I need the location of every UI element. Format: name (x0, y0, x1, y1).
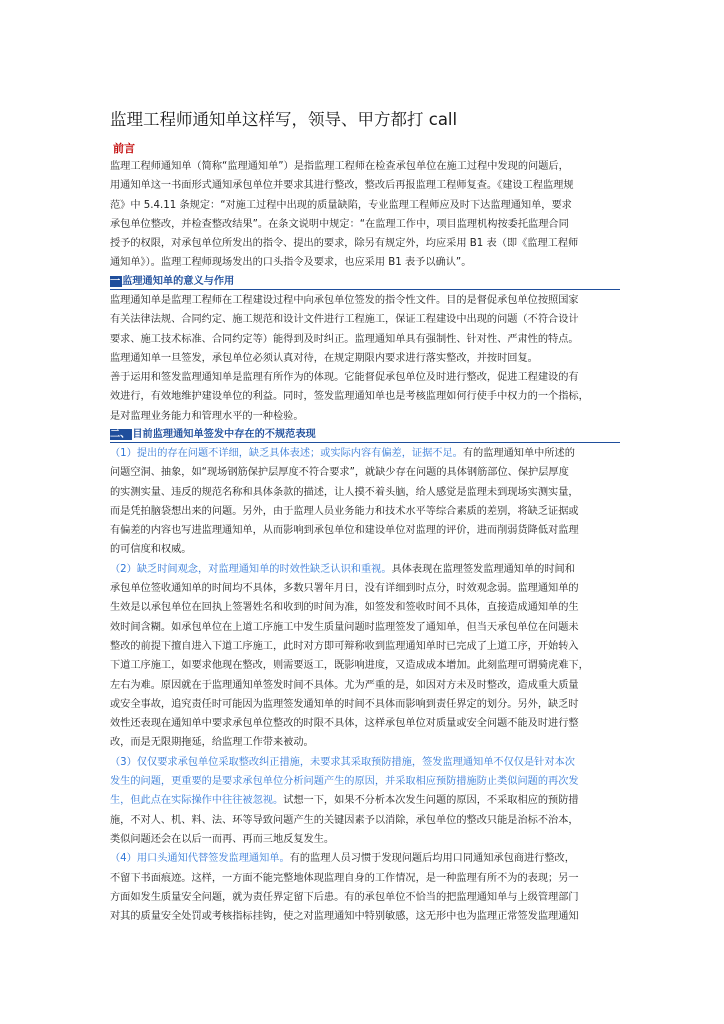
text-line: （4）用口头通知代替签发监理通知单。有的监理人员习惯于发现问题后均用口同通知承包商进行整改， (110, 853, 575, 865)
text-line: 要求、施工技术标准、合同约定等）能得到及时纠正。监理通知单具有强制性、针对性、严肃性的特点。 (110, 333, 579, 345)
section-title: 目前监理通知单签发中存在的不规范表现 (132, 429, 316, 440)
text-line: 或安全事故，追究责任时可能因为监理签发通知单的时间不具体而影响到责任界定的划分。另外，缺乏时 (110, 698, 579, 710)
preface-label: 前言 (113, 142, 135, 155)
text-line: 不留下书面痕迹。这样，一方面不能完整地体现监理自身的工作情况，是一种监理有所不为的表现；另一 (110, 872, 579, 884)
section-number: 一 (110, 276, 121, 287)
preface-paragraph (110, 157, 620, 273)
text-line: 监理通知单是监理工程师在工程建设过程中向承包单位签发的指令性文件。目的是督促承包单位按照国家 (110, 295, 579, 306)
text-line: 方面如发生质量安全问题，就为责任界定留下后患。有的承包单位不恰当的把监理通知单与上级管理部门 (110, 891, 579, 903)
item-lead: （1）提出的存在问题不详细，缺乏具体表述；或实际内容有偏差，证据不足。 (110, 448, 463, 459)
section-title: 监理通知单的意义与作用 (122, 276, 235, 287)
text-line: 是对监理业务能力和管理水平的一种检验。 (110, 410, 304, 422)
text-line: 有偏差的内容也写进监理通知单，从而影响到承包单位和建设单位对监理的评价，进而削弱货降低对监理 (110, 525, 579, 537)
text-line: 施，不对人、机、料、法、环等导致问题产生的关键因素予以消除，承包单位的整改只能是治标不治本， (110, 814, 579, 826)
text-line: 生效是以承包单位在回执上签署姓名和收到的时间为准，如签发和签收时间不具体，直接造成通知单的生 (110, 602, 579, 614)
text-line: 的实测实量、违反的规范名称和具体条款的描述，让人摸不着头脑，给人感觉是监理未到现场实测实量， (110, 486, 579, 498)
heading-underline (110, 442, 620, 444)
text-line: 效时间含糊。如承包单位在上道工序施工中发生质量问题时监理签发了通知单，但当天承包单位在问题未 (110, 621, 579, 633)
text-line: 承包单位签收通知单的时间均不具体，多数只署年月日，没有详细到时点分，时效观念弱。监理通知单的 (110, 583, 579, 595)
text-line: 有关法律法规、合同约定、施工规范和设计文件进行工程施工，保证工程建设中出现的问题（不符合设计 (110, 314, 579, 326)
text-line: 善于运用和签发监理通知单是监理有所作为的体现。它能督促承包单位及时进行整改，促进工程建设的有 (110, 372, 579, 384)
item-lead: 生，但此点在实际操作中往往被忽视。 (110, 795, 284, 807)
text-line: 改，而是无限期拖延，给监理工作带来被动。 (110, 737, 314, 749)
text-line: （1）提出的存在问题不详细，缺乏具体表述；或实际内容有偏差，证据不足。有的监理通知单中所述的 (110, 448, 575, 459)
section-number: 二、 (110, 429, 131, 440)
text-line: 范》中 5.4.11 条规定：“对施工过程中出现的质量缺陷，专业监理工程师应及时下达监理通知单，要求 (110, 199, 572, 211)
text-line: 的可信度和权威。 (110, 544, 192, 556)
heading-underline (110, 289, 620, 291)
text-line: 监理通知单一旦签发，承包单位必须认真对待，在规定期限内要求进行落实整改，并按时回复。 (110, 352, 538, 364)
text-line: 授予的权限，对承包单位所发出的指令、提出的要求，除另有规定外，均应采用 B1 表（即《监理工程师 (110, 238, 579, 250)
item-lead: 发生的问题，更重要的是要求承包单位分析问题产生的原因，并采取相应预防措施防止类似问题的再次发 (110, 776, 579, 788)
section-1-body (110, 291, 620, 426)
text-line: 通知单》）。监理工程师现场发出的口头指令及要求，也应采用 B1 表予以确认”。 (110, 257, 472, 269)
section-heading-1 (110, 273, 620, 290)
item-lead: （3）仅仅要求承包单位采取整改纠正措施，未要求其采取预防措施，签发监理通知单不仅仅是针对本次 (110, 756, 575, 768)
text-line: 类似问题还会在以后一而再、再而三地反复发生。 (110, 833, 335, 845)
text-line: 而是凭拍脑袋想出来的问题。另外，由于监理人员业务能力和技术水平等综合素质的差别，将缺乏证据或 (110, 505, 579, 517)
text-line: 效进行，有效地维护建设单位的利益。同时，签发监理通知单也是考核监理如何行使手中权力的一个指标， (110, 391, 589, 403)
text-line: 问题空洞、抽象，如“现场钢筋保护层厚度不符合要求”，就缺少存在问题的具体钢筋部位、保护层厚度 (110, 467, 569, 479)
section-2-body (110, 444, 620, 926)
text-line: 用通知单这一书面形式通知承包单位并要求其进行整改，整改后再报监理工程师复查。《建设工程监理规 (110, 180, 574, 192)
section-heading-2 (110, 426, 620, 443)
article-title: 监理工程师通知单这样写，领导、甲方都打 call (110, 110, 458, 129)
text-line: 左右为难。原因就在于监理通知单签发时间不具体。尤为严重的是，如因对方未及时整改，造成重大质量 (110, 679, 579, 691)
text-line: 整改的前提下擅自进入下道工序施工，此时对方即可辩称收到监理通知单时已完成了上道工序，开始转入 (110, 640, 579, 652)
item-lead: （4）用口头通知代替签发监理通知单。 (110, 853, 290, 865)
text-line: 对其的质量安全处罚或考核指标挂钩，使之对监理通知中特别敏感，这无形中也为监理正常签发监理通知 (110, 911, 579, 923)
item-lead: （2）缺乏时间观念，对监理通知单的时效性缺乏认识和重视。 (110, 563, 392, 575)
text-line: （2）缺乏时间观念，对监理通知单的时效性缺乏认识和重视。具体表现在监理签发监理通知单的时间和 (110, 563, 575, 575)
text-line: 承包单位整改，并检查整改结果”。在条文说明中规定：“在监理工作中，项目监理机构按委托监理合同 (110, 218, 569, 230)
text-line: 生，但此点在实际操作中往往被忽视。试想一下，如果不分析本次发生问题的原因，不采取相应的预防措 (110, 795, 579, 807)
text-line: 下道工序施工，如要求他现在整改，则需要返工，既影响进度，又造成成本增加。此刻监理可谓骑虎难下， (110, 660, 589, 672)
text-line: 效性还表现在通知单中要求承包单位整改的时限不具体，这样承包单位对质量或安全问题不能及时进行整 (110, 718, 579, 730)
text-line: 监理工程师通知单（简称“监理通知单”）是指监理工程师在检查承包单位在施工过程中发现的问题后， (110, 161, 569, 172)
